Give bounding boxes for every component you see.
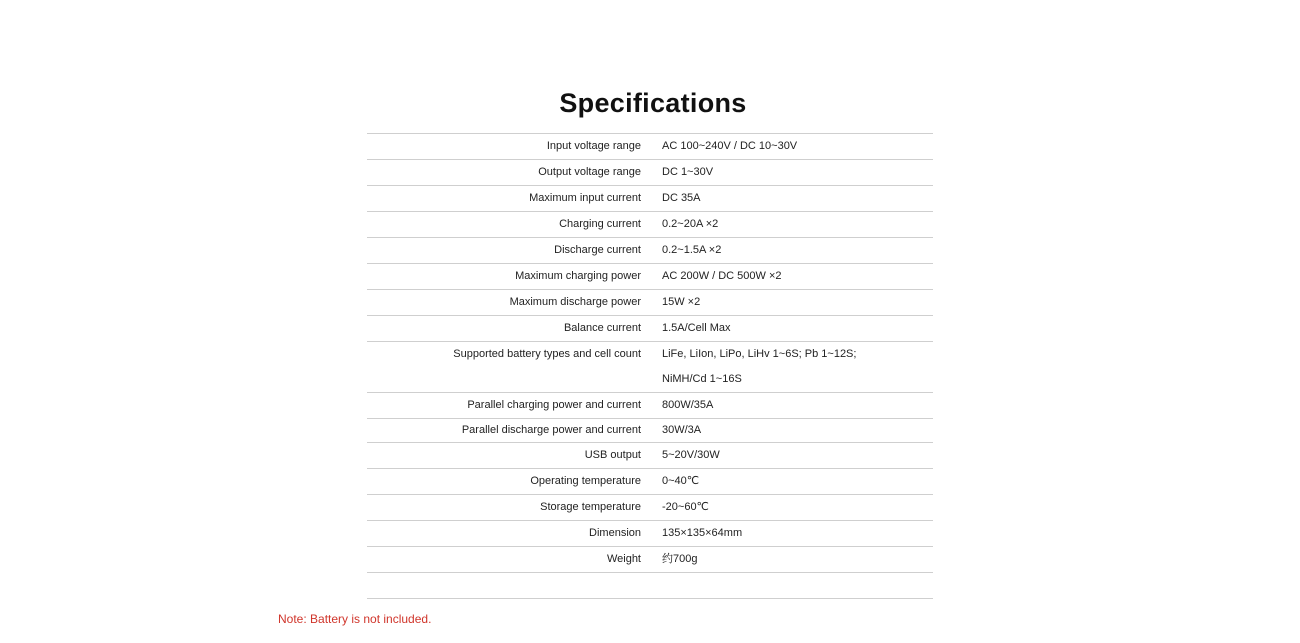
spec-value-empty xyxy=(662,573,933,599)
spec-label-text: Parallel discharge power and current xyxy=(461,424,641,436)
spec-label xyxy=(367,495,662,521)
spec-row xyxy=(367,469,933,495)
spec-value xyxy=(662,290,933,316)
spec-label xyxy=(367,290,662,316)
spec-label xyxy=(367,469,662,495)
spec-row xyxy=(367,342,933,393)
spec-value xyxy=(662,212,933,238)
spec-row xyxy=(367,393,933,419)
spec-label xyxy=(367,342,662,393)
spec-value xyxy=(662,238,933,264)
spec-label-text: Maximum charging power xyxy=(515,270,641,282)
spec-value xyxy=(662,443,933,469)
spec-row xyxy=(367,160,933,186)
spec-label-text: Output voltage range xyxy=(538,166,641,178)
specifications-table xyxy=(367,133,933,599)
spec-row xyxy=(367,134,933,160)
spec-value xyxy=(662,160,933,186)
spec-value-text: 800W/35A xyxy=(662,399,714,411)
spec-label-text: Input voltage range xyxy=(546,140,641,152)
spec-value xyxy=(662,134,933,160)
spec-value xyxy=(662,419,933,443)
spec-row xyxy=(367,212,933,238)
spec-row xyxy=(367,290,933,316)
spec-value-text: DC 35A xyxy=(662,192,701,204)
spec-label xyxy=(367,419,662,443)
spec-label xyxy=(367,186,662,212)
spec-label xyxy=(367,316,662,342)
spec-label xyxy=(367,393,662,419)
spec-label xyxy=(367,264,662,290)
spec-value-text-continued: NiMH/Cd 1~16S xyxy=(662,373,742,385)
spec-value-text: 0.2~1.5A ×2 xyxy=(662,244,722,256)
spec-value xyxy=(662,264,933,290)
spec-label-text: Maximum discharge power xyxy=(509,296,641,308)
spec-label-empty xyxy=(367,573,662,599)
spec-label-text: Dimension xyxy=(589,527,641,539)
spec-value-text: 0.2~20A ×2 xyxy=(662,218,719,230)
spec-row xyxy=(367,521,933,547)
spec-label-text: Maximum input current xyxy=(529,192,641,204)
page-title: Specifications xyxy=(559,88,747,119)
spec-value-text: 15W ×2 xyxy=(662,296,701,308)
spec-row xyxy=(367,238,933,264)
spec-label xyxy=(367,134,662,160)
spec-label-text: Operating temperature xyxy=(530,475,641,487)
spec-value xyxy=(662,469,933,495)
spec-value-text: 1.5A/Cell Max xyxy=(662,322,731,334)
spec-label-text: Storage temperature xyxy=(540,501,641,513)
spec-value-text: AC 100~240V / DC 10~30V xyxy=(662,140,798,152)
spec-value xyxy=(662,521,933,547)
spec-row xyxy=(367,495,933,521)
spec-label xyxy=(367,443,662,469)
spec-value-text: DC 1~30V xyxy=(662,166,714,178)
spec-value xyxy=(662,547,933,573)
spec-label-text: Discharge current xyxy=(554,244,641,256)
spec-value-text: 0~40℃ xyxy=(662,475,700,487)
spec-row xyxy=(367,419,933,443)
spec-value xyxy=(662,393,933,419)
spec-label-text: Parallel charging power and current xyxy=(467,399,641,411)
spec-row xyxy=(367,186,933,212)
spec-value xyxy=(662,316,933,342)
spec-value-text: 5~20V/30W xyxy=(662,449,720,461)
spec-value-text: LiFe, LiIon, LiPo, LiHv 1~6S; Pb 1~12S; xyxy=(662,348,857,360)
spec-row xyxy=(367,264,933,290)
spec-row-empty xyxy=(367,573,933,599)
spec-value-text: 约700g xyxy=(662,553,698,565)
spec-row xyxy=(367,316,933,342)
spec-label xyxy=(367,212,662,238)
spec-value-text: -20~60℃ xyxy=(662,501,709,513)
spec-label-text: Supported battery types and cell count xyxy=(453,348,641,360)
spec-value xyxy=(662,342,933,393)
spec-label-text: Charging current xyxy=(559,218,641,230)
spec-value-text: 135×135×64mm xyxy=(662,527,743,539)
spec-row xyxy=(367,547,933,573)
battery-note: Note: Battery is not included. xyxy=(278,612,432,626)
spec-value xyxy=(662,495,933,521)
spec-label-text: USB output xyxy=(584,449,641,461)
spec-label xyxy=(367,521,662,547)
spec-label xyxy=(367,160,662,186)
spec-value xyxy=(662,186,933,212)
spec-value-text: 30W/3A xyxy=(662,424,702,436)
spec-row xyxy=(367,443,933,469)
spec-label-text: Balance current xyxy=(563,322,641,334)
spec-label xyxy=(367,547,662,573)
spec-label xyxy=(367,238,662,264)
spec-label-text: Weight xyxy=(606,553,641,565)
spec-value-text: AC 200W / DC 500W ×2 xyxy=(662,270,782,282)
